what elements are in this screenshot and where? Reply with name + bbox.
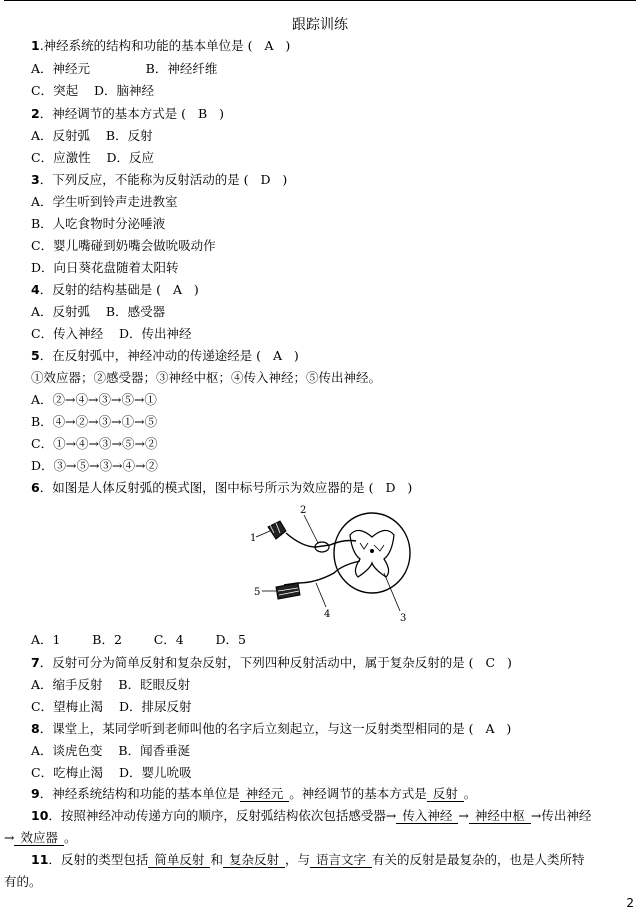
line-text: B．人吃食物时分泌唾液	[31, 216, 166, 231]
page-number: 2	[626, 896, 634, 910]
question-number: 2	[31, 106, 40, 121]
question-stem	[31, 106, 224, 122]
question-stem	[31, 282, 199, 298]
option-line	[31, 414, 157, 430]
question-stem	[31, 721, 511, 737]
option-line	[31, 743, 190, 759]
line-text: ．下列反应，不能称为反射活动的是 ( D )	[39, 172, 288, 187]
option-line	[31, 304, 165, 320]
question-number: 8	[31, 721, 40, 736]
question-10: 10．按照神经冲动传递方向的顺序，反射弧结构依次包括感受器→ 传入神经 → 神经中枢 →传出神经	[31, 808, 592, 823]
diagram-label-3: 3	[400, 613, 407, 624]
line-text: C．吃梅止渴 D．婴儿吮吸	[31, 765, 192, 780]
question-number: 4	[31, 282, 40, 297]
option-line	[31, 260, 179, 276]
line-text: B．④→②→③→①→⑤	[31, 414, 158, 429]
line-text: ．神经调节的基本方式是 ( B )	[39, 106, 224, 121]
question-number: 6	[31, 480, 40, 495]
line-text: A．反射弧 B．感受器	[31, 304, 166, 319]
option-line	[31, 326, 191, 342]
option-line	[31, 150, 154, 166]
diagram-label-4: 4	[324, 609, 331, 620]
diagram-label-2: 2	[300, 505, 307, 516]
line-text: ．如图是人体反射弧的模式图，图中标号所示为效应器的是 ( D )	[39, 480, 413, 495]
answer-blank: 复杂反射	[223, 853, 285, 868]
question-number: 5	[31, 348, 40, 363]
line-text: C．①→④→③→⑤→②	[31, 436, 158, 451]
option-line	[31, 83, 154, 99]
line-text: A．神经元 B．神经纤维	[31, 61, 218, 76]
question-number: 3	[31, 172, 40, 187]
line-text: A．谈虎色变 B．闻香垂涎	[31, 743, 191, 758]
option-line	[31, 458, 158, 474]
option-line	[31, 392, 157, 408]
top-rule	[4, 0, 636, 1]
line-text: C．突起 D．脑神经	[31, 83, 154, 98]
question-number: 7	[31, 655, 40, 670]
answer-blank: 效应器	[14, 831, 64, 846]
option-line	[31, 436, 157, 452]
option-line	[31, 677, 190, 693]
line-text: A．反射弧 B．反射	[31, 128, 153, 143]
line-text: A．②→④→③→⑤→①	[31, 392, 157, 407]
line-text: ．课堂上，某同学听到老师叫他的名字后立刻起立，与这一反射类型相同的是 ( A )	[39, 721, 512, 736]
option-line	[31, 370, 381, 386]
line-text: ①效应器；②感受器；③神经中枢；④传入神经；⑤传出神经。	[31, 370, 382, 385]
question-stem	[31, 655, 512, 671]
reflex-arc-diagram	[246, 503, 430, 625]
question-9: 9．神经系统结构和功能的基本单位是 神经元 。神经调节的基本方式是 反射 。	[31, 786, 477, 801]
line-text: A．学生听到铃声走进教室	[31, 194, 178, 209]
option-line	[31, 238, 216, 254]
line-text: C．应激性 D．反应	[31, 150, 154, 165]
line-text: C．婴儿嘴碰到奶嘴会做吮吸动作	[31, 238, 216, 253]
question-stem	[31, 38, 290, 54]
option-line	[31, 699, 191, 715]
option-line	[31, 632, 246, 648]
option-line	[31, 765, 191, 781]
line-text: D．③→⑤→③→④→②	[31, 458, 158, 473]
answer-blank: 传入神经	[396, 809, 458, 824]
question-stem	[31, 348, 299, 364]
line-text: C．望梅止渴 D．排尿反射	[31, 699, 192, 714]
question-stem	[31, 480, 412, 496]
page-title: 跟踪训练	[292, 17, 348, 33]
option-line	[31, 61, 217, 77]
option-line	[31, 128, 153, 144]
answer-blank: 神经中枢	[469, 809, 531, 824]
answer-blank: 语言文字	[310, 853, 372, 868]
line-text: A．1 B．2 C．4 D．5	[31, 632, 246, 647]
line-text: .神经系统的结构和功能的基本单位是 ( A )	[39, 38, 291, 53]
line-text: ．反射可分为简单反射和复杂反射，下列四种反射活动中，属于复杂反射的是 ( C )	[39, 655, 512, 670]
option-line	[31, 194, 178, 210]
line-text: ．在反射弧中，神经冲动的传递途经是 ( A )	[39, 348, 299, 363]
option-line	[31, 216, 165, 232]
answer-blank: 神经元	[240, 787, 290, 802]
diagram-label-1: 1	[250, 533, 257, 544]
question-stem	[31, 172, 287, 188]
diagram-label-5: 5	[254, 587, 261, 598]
line-text: A．缩手反射 B．眨眼反射	[31, 677, 191, 692]
line-text: D．向日葵花盘随着太阳转	[31, 260, 179, 275]
question-11-continued: 有的。	[4, 874, 42, 889]
question-11: 11．反射的类型包括 简单反射 和 复杂反射 ，与 语言文字 有关的反射是最复杂的，也是人类所特	[31, 852, 585, 867]
question-number: 1	[31, 38, 40, 53]
answer-blank: 简单反射	[148, 853, 210, 868]
line-text: C．传入神经 D．传出神经	[31, 326, 192, 341]
answer-blank: 反射	[427, 787, 464, 802]
line-text: ．反射的结构基础是 ( A )	[39, 282, 199, 297]
question-10-continued: → 效应器 。	[4, 830, 77, 845]
